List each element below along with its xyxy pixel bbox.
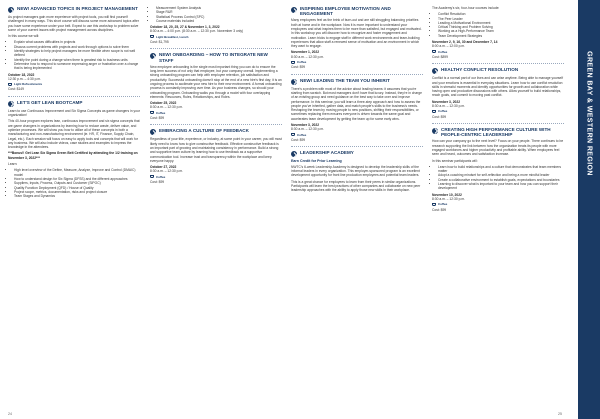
list-item: • Learn how to build relationships and a culture that demonstrates that team members matter [438,165,564,174]
course-description: This is a great chance for employees to learn from their peers in similar organizations. Participants will learn the best practices of other companies and collaborate on new peer leadership approaches with the ability to apply those new skills in their workplace. [291,179,421,193]
list-item: • Determine how to respond to someone expressing anger or frustration over a change that is being implemented [14,62,140,71]
list-item: • Leading a Motivational Environment [438,21,564,25]
refreshment-label: Coffee [438,202,448,207]
list-item: • Identify the point during a change when there is greatest risk to business units [14,58,140,62]
course-date: October 25, 2022 [150,101,177,106]
refreshment-label: Coffee [438,49,448,54]
list-item: • Create a collaborative environment to establish goals, expectations and boundaries [438,178,564,182]
course-header [8,6,140,13]
list-item: • Measurement System Analysis [156,6,282,10]
course-title: LEADERSHIP ACADEMY [300,150,354,156]
course-date: November 2, 9, 16, 30 and December 7, 14 [432,40,498,45]
coffee-icon [150,111,154,114]
bullet-list [150,6,282,23]
bullet-list [432,165,564,191]
course-header [291,78,423,85]
refreshment-icon [150,35,154,38]
list-item: • Stage R&R [156,10,282,14]
chevron-right-icon [291,7,297,13]
course-header [432,67,564,74]
page-number-left: 24 [8,412,12,416]
coffee-icon [432,203,436,206]
refreshment-label: Coffee [156,174,166,179]
region-label: GREEN BAY & WESTERN REGION [585,51,593,176]
chevron-right-icon [432,68,438,74]
course-cost: Cost: $99 [432,114,447,119]
list-item: • Project scope, metrics, documentation, risks and project closure [14,190,140,194]
course-cost: Cost: $1,795 [150,40,169,45]
course-header [150,128,282,135]
course-cost: Cost: $899 [432,54,448,59]
course-title: HEALTHY CONFLICT RESOLUTION [441,67,519,73]
course-time: 8:30 a.m. – 12:30 p.m. [291,127,324,132]
course-description: In this course we will: [8,34,40,39]
refreshment-note [150,175,282,179]
list-item: • High level overview of the Define, Measure, Analyze, Improve and Control (DMAIC) model [14,168,140,177]
column-1 [8,6,140,200]
divider [432,63,564,64]
chevron-right-icon [150,129,156,135]
coffee-icon [291,133,295,136]
region-side-band [578,0,600,419]
course-description: Learn to use Continuous Improvement and Six Sigma Concepts as game changers in your organization! [8,108,140,118]
divider [150,48,282,49]
bullet-list [8,40,140,70]
course-header [150,52,282,62]
chevron-right-icon [8,7,14,13]
course-date: November 3, 2022 [432,99,461,104]
refreshment-label: Coffee [297,60,307,65]
refreshment-label: Coffee [438,109,448,114]
list-item: • Conflict Resolution [438,12,564,16]
course-time: 8:30 a.m. – 12:30 p.m. [432,196,465,201]
course-description: There's a problem with most of the advice about leading teams: it assumes that you're starting from scratch. But most managers don't have that luxury. Instead, they're in charge of an existing group and need guidance on the best way to take over and improve performance. In this seminar, you will learn a three-step approach and how to assess the people you've inherited, gather data, and match people's skills to the business's needs. Reshaping the team by moving people to new positions, shifting their responsibilities, or sometimes replacing them ensures everyone is driven towards the same goal and accelerates team development by getting the team up for some early wins. [291,86,422,121]
chevron-right-icon [432,128,438,134]
course-time: 12:30 p.m. – 4:30 p.m. [8,76,41,81]
course-bonus-note: ***Bonus!! Get Lean Six Sigma Green Belt Certified by attending the 1/2 training on November 3, 2022*** [8,151,138,160]
refreshment-note [8,82,140,86]
course-date: November 1, 2022 [291,50,320,55]
course-header [8,100,140,107]
course-date: October 27, 2022 [150,165,177,170]
course-time: 8:30 a.m. – 4:00 p.m. (8:30 a.m. – 12:30 p.m. November 3 only) [150,29,244,34]
page-number-right: 25 [558,412,562,416]
bullet-list [8,168,140,198]
list-item: • Working as a High-Performance Team [438,29,564,33]
course-time: 8:00 a.m. – 12:00 p.m. [432,44,465,49]
list-item: • How to understand design for Six Sigma (DFSS) and the different approaches [14,177,140,181]
coffee-icon [291,61,295,64]
list-item: • Quality Function Deployment (QFD) / House of Quality [14,186,140,190]
refreshment-note [291,133,423,137]
course-title: NEW! ADVANCED TOPICS IN PROJECT MANAGEMENT [17,6,138,11]
refreshment-note [150,35,282,39]
refreshment-label: Coffee [297,132,307,137]
course-title: NEW! ONBOARDING – HOW TO INTEGRATE NEW STAFF [159,52,268,63]
divider [291,146,423,147]
course-description: Regardless of your title, experience, or industry, at some point in your career, you will most likely need to know how to give constructive feedback. Effective constructive feedback is an important part of growing and maintaining consistency in performance. Build a strong and supportive team culture by learning how to use feedback as a supportive communication tool. Increase trust and transparency within the workplace and keep everyone happy. [150,137,282,163]
refreshment-label: Light Breakfast, Lunch [156,34,189,39]
course-cost: Cost: $99 [432,207,447,212]
column-3 [291,6,423,194]
column-4 [432,6,564,216]
coffee-icon [432,110,436,113]
column-2 [150,6,282,188]
course-title: EMBRACING A CULTURE OF FEEDBACK [159,128,249,134]
course-date: October 18, 20, 25, 27 & November 1, 3, 2022 [150,25,220,30]
course-header [291,6,423,16]
list-item: • Learning to discover what is important to your team and how you can support their development [438,182,564,191]
course-header [432,127,564,137]
list-item: • Explain what causes difficulties in projects [14,40,140,44]
course-time: 8:30 a.m. – 12:30 p.m. [432,104,465,109]
course-cost: Cost: $99 [291,65,306,70]
divider [291,74,423,75]
course-time: 8:30 a.m. – 12:30 p.m. [150,105,183,110]
refreshment-label: Coffee [156,110,166,115]
course-title: LET'S GET LEAN BOOTCAMP [17,99,83,105]
course-header [291,150,423,157]
course-time: 8:30 a.m. – 12:30 p.m. [150,169,183,174]
course-description: NWTC's 6-week Leadership Academy is designed to develop the leadership skills of the informal leaders in every organization. This employer-sponsored program is an excellent development opportunity for front line production employees and potential team leaders. [291,164,420,178]
list-item: • Suppliers, Inputs, Process, Outputs and Customer (SIPOC) [14,181,140,185]
divider [8,96,140,97]
divider [150,124,282,125]
course-cost: Cost: $99 [150,116,165,121]
refreshment-note [150,111,282,115]
course-subtitle: Earn Credit for Prior Learning [291,159,342,164]
list-item: • Identify strategies to help project managers be more flexible when scope is not well defined [14,49,140,58]
course-title: NEW! LEADING THE TEAM YOU INHERIT [300,77,390,83]
list-item: • Adopt a coaching mindset for self-reflection and being a more mindful leader [438,173,564,177]
course-cost: Cost: $99 [150,180,165,185]
chevron-right-icon [8,101,14,107]
refreshment-note [432,50,564,54]
list-item: • The Peer Leader [438,17,564,21]
list-item: • Team Development Strategies [438,34,564,38]
refreshment-note [432,109,564,113]
bullet-list [432,12,564,38]
coffee-icon [432,50,436,53]
list-item: • Critical Thinking and Problem Solving [438,25,564,29]
course-cost: Cost: $149 [8,87,24,92]
course-description: This 40-hour program explores lean, continuous improvement and six sigma concepts that are game changers in organizations by learning how to reduce waste, deliver value, and optimize processes. We will show you how to utilize all of these concepts in both a manufacturing and non-manufacturing environment (ie. HR, IT, Finance, Supply Chain, Legal, etc.). Each session will focus on easy to apply tools and concepts that will work for any business. We will also include videos, case studies and examples to impress the knowledge in the attendees. [8,119,140,150]
course-time: 8:30 a.m. – 12:30 p.m. [291,54,324,59]
list-item: • Course materials included [156,19,282,23]
coffee-icon [150,175,154,178]
course-date: November 3, 2022 [291,123,320,128]
list-item: • Statistical Process Control (SPC) [156,15,282,19]
course-description: Conflict is a normal part of our lives and can arise anytime. Being able to manage yourself and your emotions is essential in everyday situations. Learn how to use conflict resolution skills in stressful moments and identify opportunities for growth and collaboration while having open and productive discussions with others. Allow yourself to build relationships, reach goals, and commit to moving past conflict. [432,76,564,98]
course-description: How can your company go to the next level? Focus on your people. There continues to be research supporting the link between how the organization treats its people with more engaged workforces and higher productivity and profitable ability. When employees feel seen and heard, outcomes and satisfaction increase. [432,139,564,157]
course-date: November 10, 2022 [432,192,462,197]
course-description: The Academy's six, four-hour courses include: [432,6,500,10]
chevron-right-icon [291,151,297,157]
course-cost: Cost: $99 [291,137,306,142]
course-description: Many employees feel as the brink of burn-out and are still struggling balancing priorities both at home and in the workplace. Now it is more important to understand your employees and what inspires them to be more than satisfied, but engaged and motivated. In this workshop you will discover how to recognize and foster engagement and motivation. Learn tricks to engage staff in different work environments and team-building experiences that allow staff a renewed sense of motivation and an environment in which they want to engage. [291,18,422,49]
refreshment-label: Light Refreshments [14,82,43,87]
list-item: • Discuss current problems with projects and work through options to solve them [14,45,140,49]
refreshment-note [291,60,423,64]
course-description: Learn: [8,162,18,167]
chevron-right-icon [291,79,297,85]
course-date: October 18, 2022 [8,72,35,77]
course-description: As project managers gain more experience with project tools, you will find yourself challenged in many ways. This short course will discuss some more advanced topics after you have some experience under your belt. Expect to use this workshop to problem solve some of your current issues with project management across disciplines. [8,15,139,32]
refreshment-note [432,202,564,206]
course-title: INSPIRING EMPLOYEE MOTIVATION AND ENGAGEMENT [300,6,391,17]
divider [432,123,564,124]
refreshment-icon [8,83,12,86]
course-description: New employee onboarding is the single most important thing you can do to ensure the long-term success of not only that employee, but your company overall. Implementing a strong onboarding program can help with employee retention, job satisfaction and productivity. Successful onboarding doesn't stop at the end of a new hire's first day; it is an ongoing process to acclimate your new hire to their new environment. A formal onboarding process is constantly improving over time. As your business changes, so should your onboarding program. Onboarding walks you through a model with four overlapping elements: Resources, Rules, Relationships, and Roles. [150,64,282,99]
course-title: CREATING HIGH PERFORMANCE CULTURE WITH PEOPLE-CENTRIC LEADERSHIP [441,126,551,138]
list-item: • Team Stages and Dynamics [14,194,140,198]
chevron-right-icon [150,53,156,59]
course-description: In this seminar participants will: [432,158,478,163]
